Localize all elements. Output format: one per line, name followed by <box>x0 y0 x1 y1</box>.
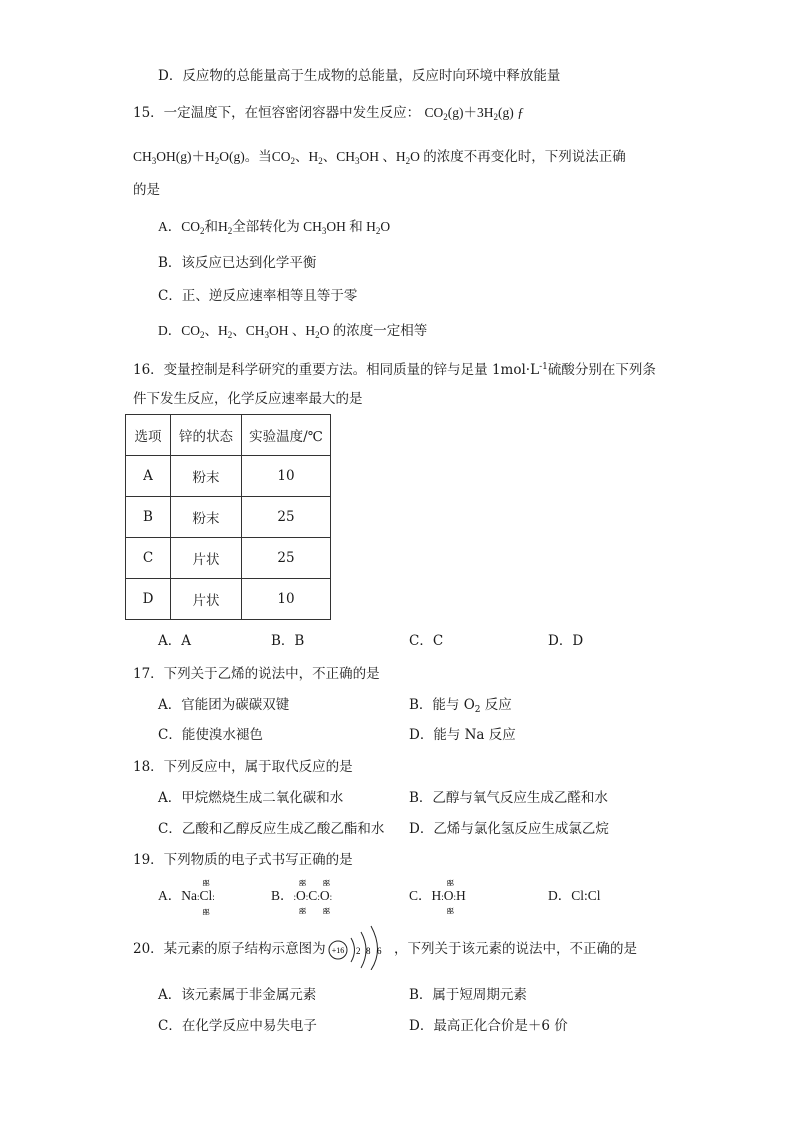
q18-option-b: B．乙醇与氧气反应生成乙醛和水 <box>409 790 608 806</box>
q17-option-c: C．能使溴水褪色 <box>158 727 263 743</box>
equilibrium-symbol: ƒ <box>517 105 524 120</box>
table-cell: 25 <box>242 538 331 579</box>
table-cell: 粉末 <box>171 497 242 538</box>
shell-electrons: 8 <box>366 946 371 956</box>
q16-stem-line1: 16．变量控制是科学研究的重要方法。相同质量的锌与足量 $1mol\cdot L^{-1}$硫酸分别在下列条 <box>133 362 656 378</box>
table-row <box>126 497 331 538</box>
table-cell: 10 <box>242 456 331 497</box>
table-cell: 片状 <box>171 579 242 620</box>
q15-option-c: C．正、逆反应速率相等且等于零 <box>158 288 358 304</box>
q20-option-c: C．在化学反应中易失电子 <box>158 1018 317 1034</box>
q16-option-c: C．C <box>409 633 444 649</box>
q15-option-d: D．$CO_2$、$H_2$、$CH_3OH$ 、$H_2O$ 的浓度一定相等 <box>158 323 428 340</box>
q17-stem: 17．下列关于乙烯的说法中，不正确的是 <box>133 666 380 682</box>
q20-option-a: A．该元素属于非金属元素 <box>158 987 317 1003</box>
q16-table <box>125 414 331 620</box>
q18-option-c: C．乙酸和乙醇反应生成乙酸乙酯和水 <box>158 821 385 837</box>
table-cell: 25 <box>242 497 331 538</box>
q16-option-d: D．D <box>548 633 584 649</box>
q15-stem-line1 <box>133 103 524 127</box>
q15-stem-line3: 的是 <box>133 182 160 198</box>
q19-option-b: B．: gg O gg :C: gg O gg : <box>271 877 333 914</box>
q20-option-b: B．属于短周期元素 <box>409 987 527 1003</box>
q15-stem-text: 15．一定温度下，在恒容密闭容器中发生反应： <box>133 105 421 121</box>
q19-option-d: D．Cl:Cl <box>548 888 601 903</box>
q19-option-a: A．Na: gg Cl: gg <box>158 877 215 915</box>
q18-option-a: A．甲烷燃烧生成二氧化碳和水 <box>158 790 344 806</box>
q20-stem-a: 20．某元素的原子结构示意图为 <box>133 941 326 957</box>
q15-option-a: A．$CO_2$和$H_2$全部转化为 $CH_3OH$ 和 $H_2O$ <box>158 219 391 236</box>
table-row <box>126 538 331 579</box>
q17-option-a: A．官能团为碳碳双键 <box>158 697 290 713</box>
shell-electrons: 2 <box>356 946 361 956</box>
q19-stem: 19．下列物质的电子式书写正确的是 <box>133 852 353 868</box>
table-cell: 10 <box>242 579 331 620</box>
q15-option-b: B．该反应已达到化学平衡 <box>158 255 317 271</box>
q16-stem-line2: 件下发生反应，化学反应速率最大的是 <box>133 391 363 407</box>
q20-option-d: D．最高正化合价是＋6 价 <box>409 1018 568 1034</box>
q19-option-c: C．H: gg O gg :H <box>409 877 466 914</box>
lewis-o: gg O gg <box>443 877 454 914</box>
table-header-cell: 选项 <box>126 415 171 456</box>
q16-option-b: B．B <box>271 633 305 649</box>
q15-stem-line2: $CH_3OH(g)+H_2O(g)$。当$CO_2$、$H_2$、$CH_3OH$ 、$H_2O$ 的浓度不再变化时，下列说法正确 <box>133 149 626 166</box>
table-cell: D <box>126 579 171 620</box>
q18-stem: 18．下列反应中，属于取代反应的是 <box>133 759 353 775</box>
table-header-cell: 锌的状态 <box>171 415 242 456</box>
table-cell: 粉末 <box>171 456 242 497</box>
table-header-cell: 实验温度/℃ <box>242 415 331 456</box>
table-cell: 片状 <box>171 538 242 579</box>
q17-option-b: B．能与 $O_2$ 反应 <box>409 697 512 715</box>
table-cell: A <box>126 456 171 497</box>
table-header-row <box>126 415 331 456</box>
shell-electrons: 6 <box>377 946 382 956</box>
shell-arc <box>351 938 355 962</box>
atom-structure-diagram <box>326 924 396 970</box>
q15-equation-left: $CO_2(g)+3H_2(g)$ ƒ <box>424 105 524 122</box>
table-cell: C <box>126 538 171 579</box>
q18-option-d: D．乙烯与氯化氢反应生成氯乙烷 <box>409 821 609 837</box>
nucleus-label: +16 <box>331 946 345 955</box>
q16-option-a: A．A <box>158 633 191 649</box>
table-cell: B <box>126 497 171 538</box>
q20-stem-b: ，下列关于该元素的说法中，不正确的是 <box>394 941 637 957</box>
lewis-cl: gg Cl: gg <box>199 877 215 915</box>
table-row <box>126 456 331 497</box>
q17-option-d: D．能与 Na 反应 <box>409 727 516 743</box>
q14-option-d: D．反应物的总能量高于生成物的总能量，反应时向环境中释放能量 <box>158 68 561 84</box>
lewis-o: gg O gg <box>319 877 330 914</box>
table-row <box>126 579 331 620</box>
lewis-o: gg O gg <box>296 877 306 914</box>
